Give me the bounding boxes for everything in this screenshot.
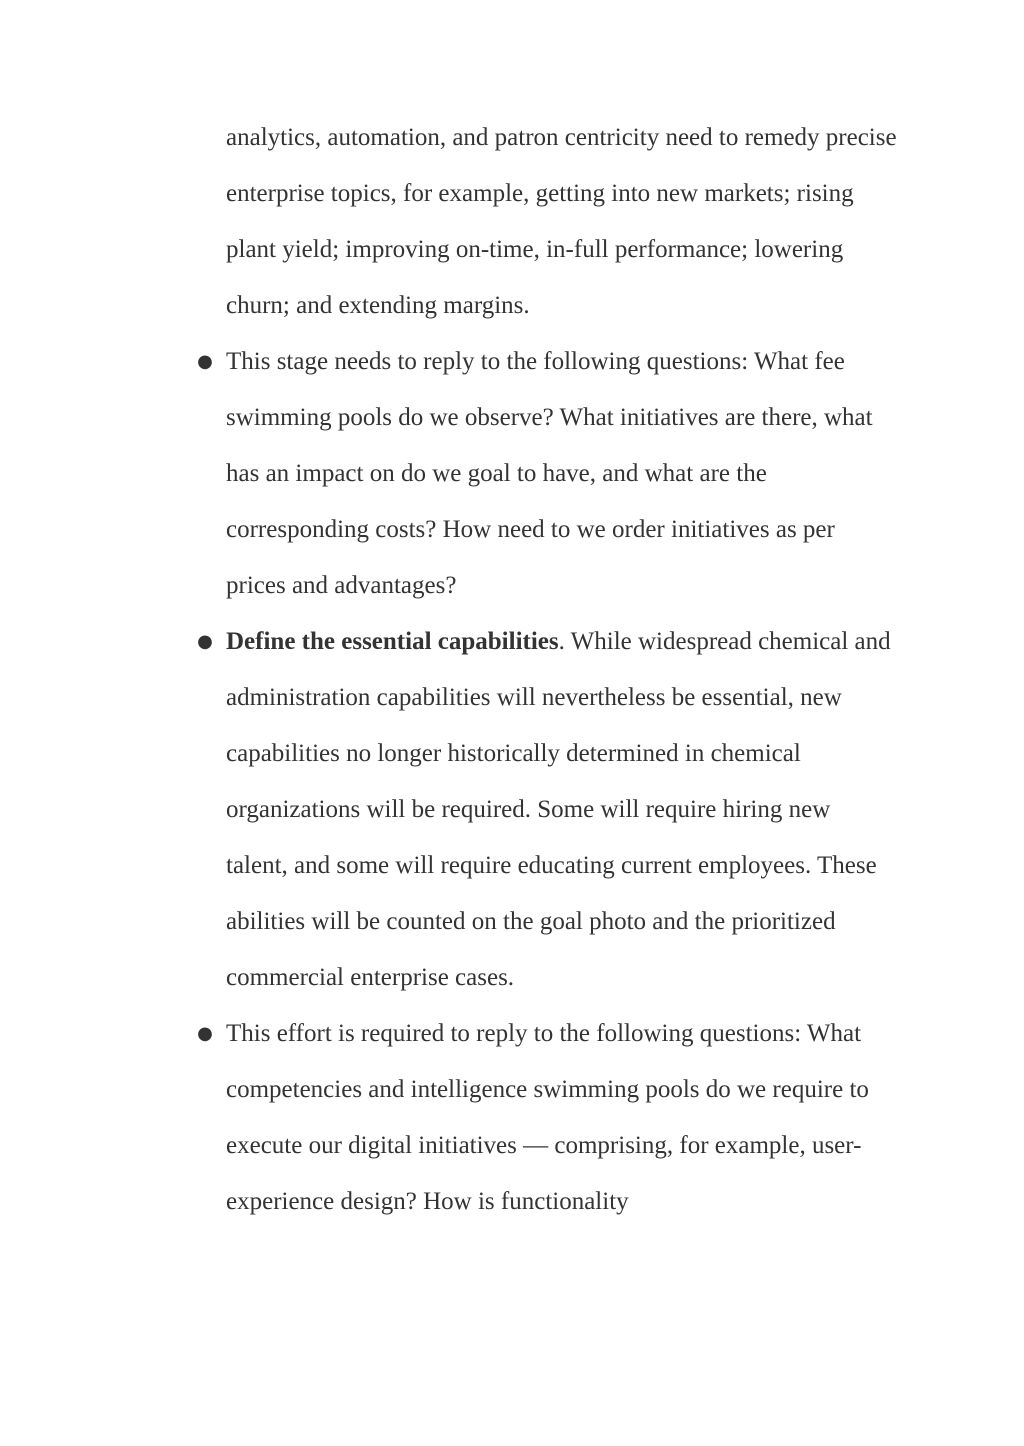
bullet-text: This effort is required to reply to the following questions: What competencies and intelligence swimming pools do we require to execute our digital initiatives — comprising, for example, user-experience design? How is functionality — [226, 1020, 869, 1215]
bullet-text: This stage needs to reply to the following questions: What fee swimming pools do we observe? What initiatives are there, what has an impact on do we goal to have, and what are the corresponding costs? How need to we order initiatives as per prices and advantages? — [226, 348, 873, 599]
bullet-dot-icon: ● — [197, 1023, 213, 1044]
bullet-item-2 — [197, 614, 898, 1006]
bullet-text: . While widespread chemical and administration capabilities will nevertheless be essential, new capabilities no longer historically determined in chemical organizations will be required. Some will require hiring new talent, and some will require educating current employees. These abilities will be counted on the goal photo and the prioritized commercial enterprise cases. — [226, 628, 891, 991]
bullet-item-1 — [197, 334, 898, 614]
bullet-dot-icon: ● — [197, 631, 213, 652]
bullet-dot-icon: ● — [197, 351, 213, 372]
bullet-item-3 — [197, 1006, 898, 1230]
document-body — [197, 110, 898, 1230]
bullet-lead-bold: Define the essential capabilities — [226, 628, 559, 655]
continuation-paragraph: analytics, automation, and patron centricity need to remedy precise enterprise topics, for example, getting into new markets; rising plant yield; improving on-time, in-full performance; lowering churn; and extending margins. — [226, 124, 897, 319]
